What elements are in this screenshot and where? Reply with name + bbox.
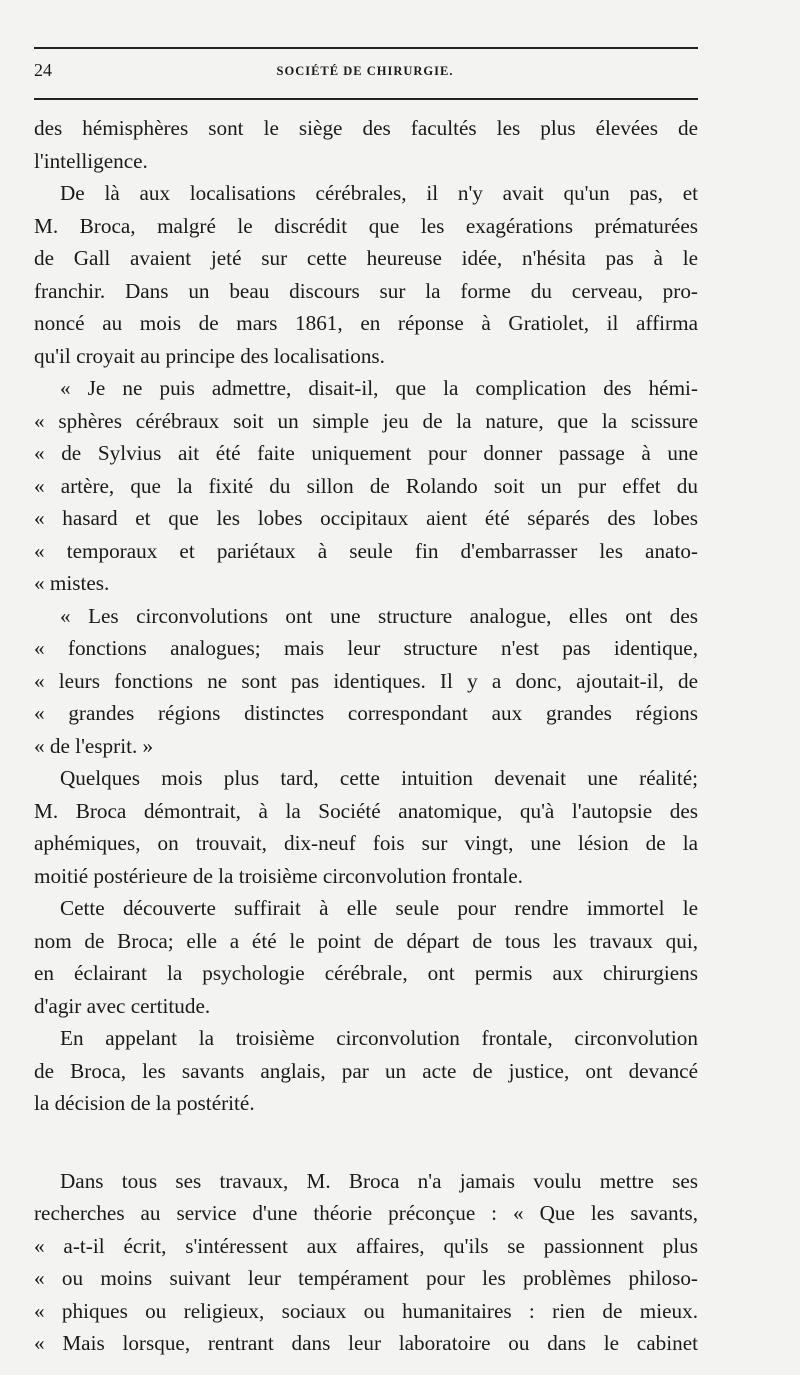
text-line: « phiques ou religieux, sociaux ou humanitaires : rien de mieux. (34, 1298, 698, 1323)
running-head-title: SOCIÉTÉ DE CHIRURGIE. (276, 64, 454, 78)
paragraph (34, 1165, 698, 1360)
text-line: de Gall avaient jeté sur cette heureuse idée, n'hésita pas à le (34, 246, 698, 270)
text-line: « hasard et que les lobes occipitaux aient été séparés des lobes (34, 506, 698, 530)
text-line: De là aux localisations cérébrales, il n'y avait qu'un pas, et (60, 181, 698, 205)
paragraph (34, 1022, 698, 1120)
text-line: Dans tous ses travaux, M. Broca n'a jamais voulu mettre ses (60, 1168, 698, 1193)
paragraph (34, 892, 698, 1022)
text-line: d'agir avec certitude. (34, 993, 211, 1018)
page-number: 24 (34, 60, 52, 80)
text-line: Cette découverte suffirait à elle seule pour rendre immortel le (60, 896, 698, 920)
text-line: de Broca, les savants anglais, par un acte de justice, ont devancé (34, 1058, 698, 1083)
text-line: « artère, que la fixité du sillon de Rolando soit un pur effet du (34, 473, 698, 498)
paragraph (34, 600, 698, 763)
text-line: Quelques mois plus tard, cette intuition devenait une réalité; (60, 766, 698, 790)
text-line: en éclairant la psychologie cérébrale, ont permis aux chirurgiens (34, 961, 698, 985)
text-line: « Je ne puis admettre, disait-il, que la complication des hémi- (60, 376, 698, 400)
text-line: « fonctions analogues; mais leur structure n'est pas identique, (34, 636, 698, 660)
text-line: En appelant la troisième circonvolution frontale, circonvolution (60, 1026, 698, 1050)
text-line: nom de Broca; elle a été le point de départ de tous les travaux qui, (34, 928, 698, 953)
text-line: « leurs fonctions ne sont pas identiques. Il y a donc, ajoutait-il, de (34, 668, 698, 693)
text-line: M. Broca démontrait, à la Société anatomique, qu'à l'autopsie des (34, 798, 698, 823)
text-line: noncé au mois de mars 1861, en réponse à Gratiolet, il affirma (34, 311, 698, 335)
text-line: « Les circonvolutions ont une structure analogue, elles ont des (60, 603, 698, 628)
text-line: « de Sylvius ait été faite uniquement pour donner passage à une (34, 441, 698, 465)
header-top-rule (34, 47, 698, 49)
text-line: recherches au service d'une théorie préconçue : « Que les savants, (34, 1201, 698, 1225)
text-line: franchir. Dans un beau discours sur la forme du cerveau, pro- (34, 278, 698, 303)
text-line: « grandes régions distinctes correspondant aux grandes régions (34, 701, 698, 725)
text-line: « sphères cérébraux soit un simple jeu de la nature, que la scissure (34, 408, 698, 433)
text-line: aphémiques, on trouvait, dix-neuf fois sur vingt, une lésion de la (34, 831, 698, 855)
text-line: « mistes. (34, 571, 110, 595)
body-text (34, 112, 698, 1360)
text-line: des hémisphères sont le siège des facultés les plus élevées de (34, 116, 698, 140)
section-break (34, 1120, 698, 1165)
paragraph (34, 177, 698, 372)
paragraph (34, 372, 698, 600)
header-bottom-rule (34, 98, 698, 100)
paragraph (34, 112, 698, 177)
text-line: « de l'esprit. » (34, 733, 154, 758)
text-line: « temporaux et pariétaux à seule fin d'embarrasser les anato- (34, 538, 698, 563)
text-line: « ou moins suivant leur tempérament pour les problèmes philoso- (34, 1266, 698, 1290)
text-line: la décision de la postérité. (34, 1091, 255, 1115)
text-line: « a-t-il écrit, s'intéressent aux affaires, qu'ils se passionnent plus (34, 1233, 698, 1258)
text-line: moitié postérieure de la troisième circonvolution frontale. (34, 863, 523, 888)
text-line: l'intelligence. (34, 148, 148, 173)
paragraph (34, 762, 698, 892)
text-line: qu'il croyait au principe des localisations. (34, 343, 385, 368)
text-line: M. Broca, malgré le discrédit que les exagérations prématurées (34, 213, 698, 238)
text-line: « Mais lorsque, rentrant dans leur laboratoire ou dans le cabinet (34, 1331, 698, 1355)
